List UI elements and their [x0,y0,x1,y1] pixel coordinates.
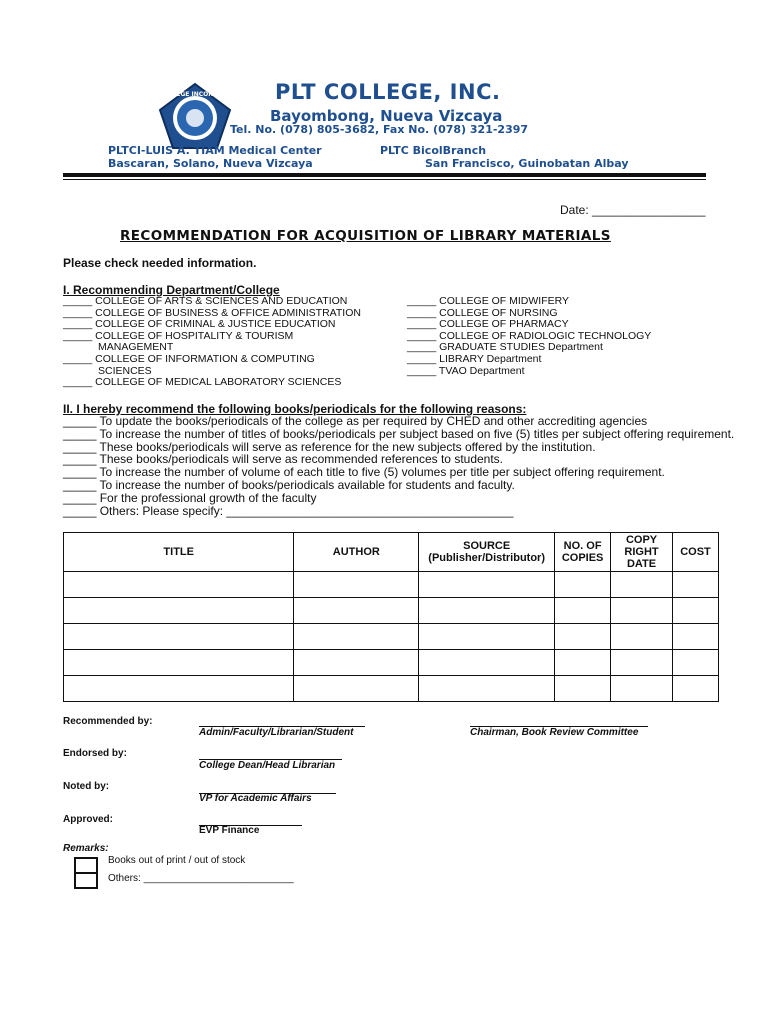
cell-author[interactable] [294,624,419,650]
reason-ched[interactable]: _____ To update the books/periodicals of the college as per required by CHED and other accrediting agencies [63,414,648,428]
college-location: Bayombong, Nueva Vizcaya [270,107,503,125]
college-logo [145,82,245,150]
materials-table [63,532,719,702]
cell-copyright[interactable] [611,650,673,676]
date-field[interactable]: Date: _________________ [560,203,706,217]
cell-source[interactable] [419,572,555,598]
cell-copies[interactable] [555,650,611,676]
cell-copies[interactable] [555,572,611,598]
section2-title: II. I hereby recommend the following books/periodicals for the following reasons: [63,402,527,416]
logo-text: PLT COLLEGE INCORPORATED [145,91,245,98]
dept-midwifery[interactable]: _____ COLLEGE OF MIDWIFERY [407,295,570,307]
department-list-left [63,296,361,389]
cell-source[interactable] [419,676,555,702]
endorsed-by-label: Endorsed by: [63,748,127,759]
table-row [64,598,719,624]
dept-info-computing-cont: SCIENCES [63,364,152,377]
cell-cost[interactable] [673,572,719,598]
dept-pharmacy[interactable]: _____ COLLEGE OF PHARMACY [407,318,569,331]
branch-2 [380,144,629,170]
dept-tvao[interactable]: _____ TVAO Department [407,364,525,377]
endorsed-role: College Dean/Head Librarian [199,760,336,771]
header-rule-thick [63,173,706,177]
col-source-line2: (Publisher/Distributor) [428,552,546,564]
branch-1-address: Bascaran, Solano, Nueva Vizcaya [108,157,313,170]
cell-source[interactable] [419,624,555,650]
col-source-line1: SOURCE [463,540,511,552]
cell-copies[interactable] [555,624,611,650]
dept-info-computing[interactable]: _____ COLLEGE OF INFORMATION & COMPUTING [63,352,315,365]
table-header-row [64,533,719,572]
table-row [64,650,719,676]
cell-cost[interactable] [673,624,719,650]
noted-by-label: Noted by: [63,781,110,792]
col-copyright-line3: DATE [626,558,657,570]
branch-1 [108,144,322,170]
col-source [419,533,555,572]
instruction-text: Please check needed information. [63,256,257,270]
reason-availability[interactable]: _____ To increase the number of books/periodicals available for students and faculty. [63,477,515,492]
col-copyright-line2: RIGHT [624,546,659,558]
noted-role: VP for Academic Affairs [199,793,312,804]
recommended-by-label: Recommended by: [63,716,153,727]
approved-label: Approved: [63,814,113,825]
cell-title[interactable] [64,598,294,624]
header-rule-thin [63,179,706,180]
dept-criminal-justice[interactable]: _____ COLLEGE OF CRIMINAL & JUSTICE EDUCATION [63,318,336,331]
college-name: PLT COLLEGE, INC. [275,80,501,104]
cell-author[interactable] [294,572,419,598]
reason-volumes[interactable]: _____ To increase the number of volume of each title to five (5) volumes per title per subject offering requirement. [63,465,665,480]
cell-copies[interactable] [555,598,611,624]
cell-copyright[interactable] [611,624,673,650]
remark-checkbox-others[interactable] [74,872,98,889]
col-cost: COST [673,533,719,572]
department-list-right [407,296,651,377]
chairman-role: Chairman, Book Review Committee [470,727,639,738]
remark-others-field[interactable]: Others: ___________________________ [108,873,294,884]
table-row [64,572,719,598]
remarks-label: Remarks: [63,843,109,854]
dept-nursing[interactable]: _____ COLLEGE OF NURSING [407,306,558,319]
col-copyright [611,533,673,572]
col-copies-line1: NO. OF [563,540,602,552]
dept-hospitality[interactable]: _____ COLLEGE OF HOSPITALITY & TOURISM [63,329,294,342]
dept-graduate-studies[interactable]: _____ GRADUATE STUDIES Department [407,341,603,354]
col-copies-line2: COPIES [561,552,604,564]
college-contact: Tel. No. (078) 805-3682, Fax No. (078) 321-2397 [230,123,529,136]
cell-title[interactable] [64,676,294,702]
cell-copies[interactable] [555,676,611,702]
cell-author[interactable] [294,676,419,702]
dept-arts-sciences[interactable]: _____ COLLEGE OF ARTS & SCIENCES AND EDUCATION [63,295,348,307]
cell-source[interactable] [419,650,555,676]
col-copies [555,533,611,572]
cell-cost[interactable] [673,598,719,624]
dept-business[interactable]: _____ COLLEGE OF BUSINESS & OFFICE ADMINISTRATION [63,306,361,319]
branch-2-address: San Francisco, Guinobatan Albay [425,157,629,170]
cell-cost[interactable] [673,676,719,702]
col-title: TITLE [64,533,294,572]
recommended-role: Admin/Faculty/Librarian/Student [199,727,354,738]
branch-2-name: PLTC BicolBranch [380,144,487,157]
col-copyright-line1: COPY [625,534,658,546]
remark-out-of-print-label: Books out of print / out of stock [108,855,246,866]
table-row [64,676,719,702]
approved-role: EVP Finance [199,825,260,836]
reason-others[interactable]: _____ Others: Please specify: ___________________________________________ [63,503,514,518]
col-author: AUTHOR [294,533,419,572]
cell-title[interactable] [64,624,294,650]
cell-cost[interactable] [673,650,719,676]
form-title: RECOMMENDATION FOR ACQUISITION OF LIBRARY MATERIALS [120,228,611,244]
dept-hospitality-cont: MANAGEMENT [63,341,174,354]
cell-author[interactable] [294,650,419,676]
reasons-list [63,415,734,517]
cell-source[interactable] [419,598,555,624]
reason-faculty-growth[interactable]: _____ For the professional growth of the faculty [63,490,317,505]
branch-1-name: PLTCI-LUIS A. TIAM Medical Center [108,144,322,157]
cell-title[interactable] [64,650,294,676]
reason-new-subjects[interactable]: _____ These books/periodicals will serve as reference for the new subjects offered by the institution. [63,439,596,454]
dept-radiologic[interactable]: _____ COLLEGE OF RADIOLOGIC TECHNOLOGY [407,329,652,342]
cell-copyright[interactable] [611,572,673,598]
dept-medical-lab[interactable]: _____ COLLEGE OF MEDICAL LABORATORY SCIENCES [63,376,342,389]
table-row [64,624,719,650]
cell-author[interactable] [294,598,419,624]
cell-copyright[interactable] [611,676,673,702]
section1-title: I. Recommending Department/College [63,283,280,297]
cell-copyright[interactable] [611,598,673,624]
reason-references[interactable]: _____ These books/periodicals will serve as recommended references to students. [63,452,504,467]
cell-title[interactable] [64,572,294,598]
dept-library[interactable]: _____ LIBRARY Department [407,352,542,365]
reason-titles[interactable]: _____ To increase the number of titles of books/periodicals per subject based on five (5) titles per subject offering requirement. [63,426,735,441]
